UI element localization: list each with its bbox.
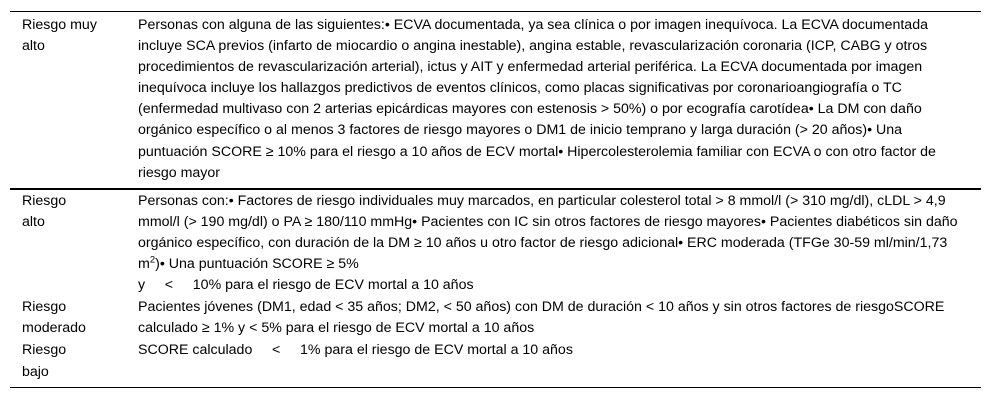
risk-category-label-line1: Riesgo xyxy=(22,192,67,209)
table-row xyxy=(10,296,981,339)
risk-category-label-line2: alto xyxy=(22,213,45,230)
risk-category-label-line2: moderado xyxy=(22,320,86,337)
risk-category-cell xyxy=(10,12,138,189)
risk-category-label-line1: Riesgo xyxy=(22,342,67,359)
risk-definition-text-cont: )• Una puntuación SCORE ≥ 5% xyxy=(155,256,359,273)
risk-category-cell xyxy=(10,189,138,296)
risk-definition-text: Pacientes jóvenes (DM1, edad < 35 años; DM2, < 50 años) con DM de duración < 10 años y sin otros factores de riesgoSCORE calculado ≥ 1% y < 5% para el riesgo de ECV mortal a 10 años xyxy=(138,299,945,337)
table-row xyxy=(10,189,981,296)
risk-category-cell xyxy=(10,296,138,339)
risk-definition-cell xyxy=(138,189,981,296)
table-row xyxy=(10,339,981,387)
risk-definition-cell xyxy=(138,339,981,387)
risk-definition-text: Personas con alguna de las siguientes:• ECVA documentada, ya sea clínica o por imagen inequívoca. La ECVA documentada incluye SCA previos (infarto de miocardio o angina inestable), angina estable, revascularización coronaria (ICP, CABG y otros procedimientos de revascularización arterial), ictus y AIT y enfermedad arterial periférica. La ECVA documentada por imagen inequívoca incluye los hallazgos predictivos de eventos clínicos, como placas significativas por coronarioangiografía o TC (enfermedad multivaso con 2 arterias epicárdicas mayores con estenosis > 50%) o por ecografía carotídea• La DM con daño orgánico específico o al menos 3 factores de riesgo mayores o DM1 de inicio temprano y larga duración (> 20 años)• Una puntuación SCORE ≥ 10% para el riesgo a 10 años de ECV mortal• Hipercolesterolemia familiar con ECVA o con otro factor de riesgo mayor xyxy=(138,17,936,181)
table-row xyxy=(10,12,981,189)
risk-definition-text-end: y < 10% para el riesgo de ECV mortal a 10 años xyxy=(138,277,474,294)
risk-category-label-line1: Riesgo xyxy=(22,299,67,316)
risk-category-label-line2: bajo xyxy=(22,363,49,380)
risk-definition-text: Personas con:• Factores de riesgo individuales muy marcados, en particular colesterol total > 8 mmol/l (> 310 mg/dl), cLDL > 4,9 mmol/l (> 190 mg/dl) o PA ≥ 180/110 mmHg• Pacientes con IC sin otros factores de riesgo mayores• Pacientes diabéticos sin daño orgánico específico, con duración de la DM ≥ 10 años u otro factor de riesgo adicional• ERC moderada (TFGe 30-59 ml/min/1,73 m xyxy=(138,192,958,273)
risk-category-label: Riesgo muy alto xyxy=(22,17,97,55)
risk-definition-cell xyxy=(138,12,981,189)
risk-category-cell xyxy=(10,339,138,387)
superscript-two: 2 xyxy=(149,254,156,266)
risk-definition-text: SCORE calculado < 1% para el riesgo de ECV mortal a 10 años xyxy=(138,342,573,359)
risk-category-table xyxy=(10,11,981,388)
risk-definition-cell xyxy=(138,296,981,339)
